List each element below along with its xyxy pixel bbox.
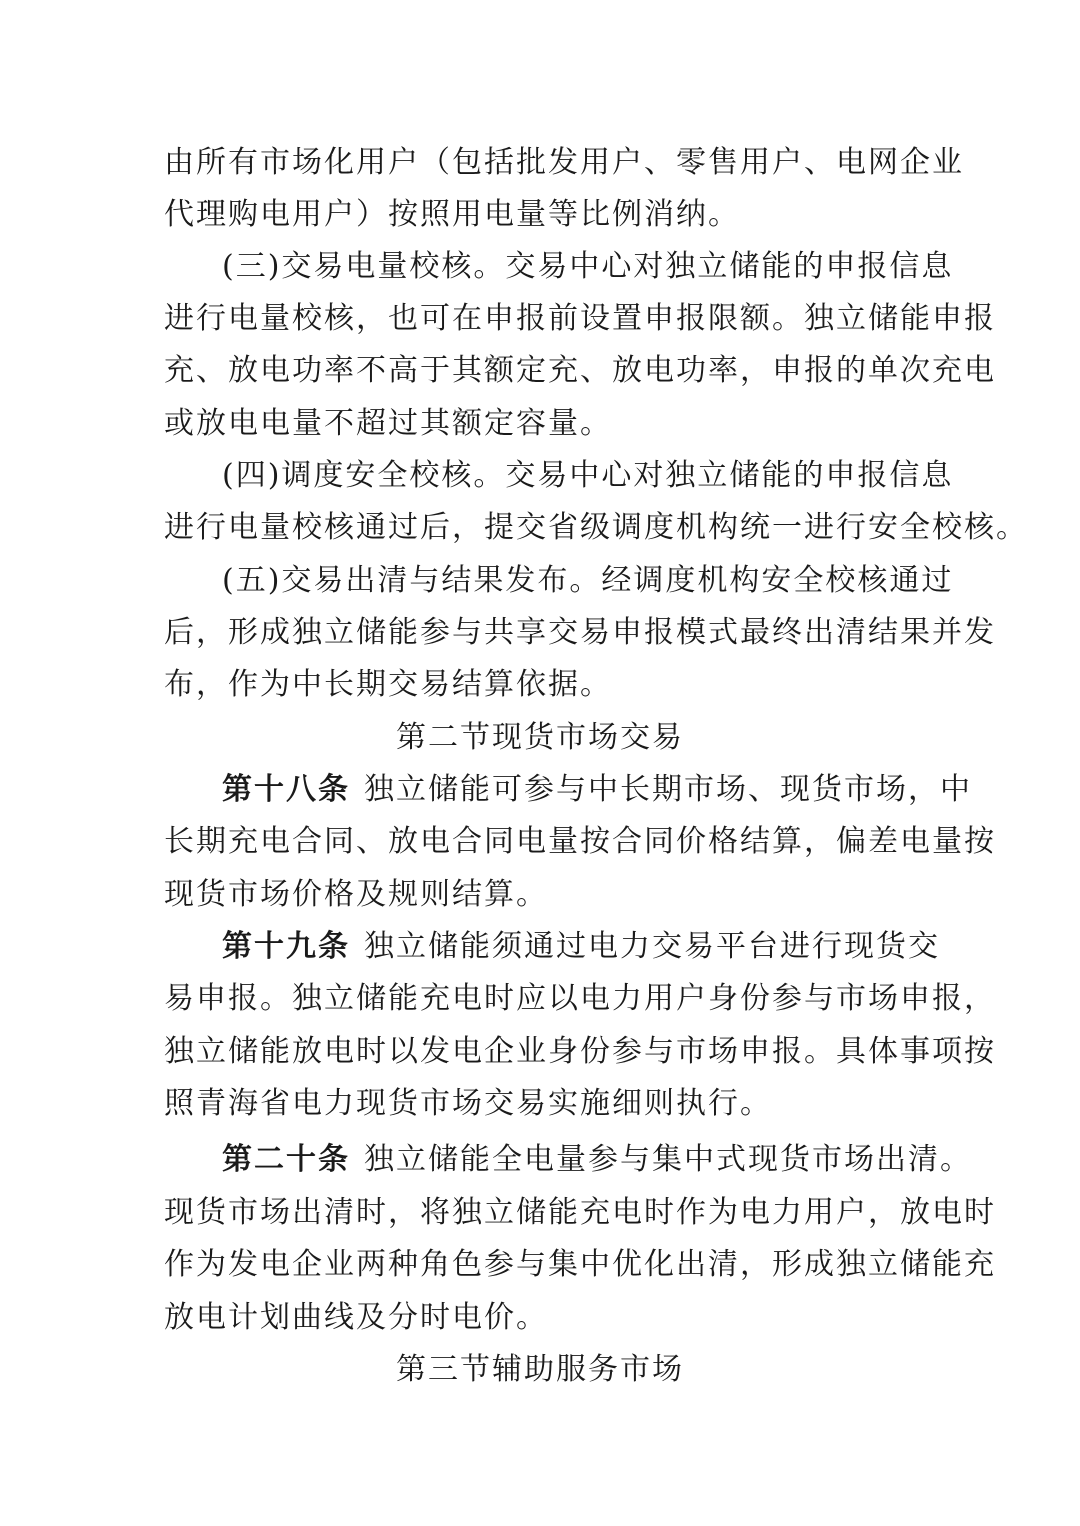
article-label: 第二十条 [222, 1142, 350, 1177]
paragraph-line: 进行电量校核，也可在申报前设置申报限额。独立储能申报 [164, 301, 996, 336]
article-18-line [222, 770, 972, 810]
paragraph-line: 布，作为中长期交易结算依据。 [164, 667, 612, 702]
paragraph-line: 由所有市场化用户（包括批发用户、零售用户、电网企业 [164, 145, 964, 180]
paragraph-line: 或放电电量不超过其额定容量。 [164, 406, 612, 441]
article-text: 独立储能可参与中长期市场、现货市场，中 [364, 772, 972, 807]
article-text: 独立储能须通过电力交易平台进行现货交 [364, 929, 940, 964]
section-heading: 第二节现货市场交易 [396, 720, 684, 755]
paragraph-line: 进行电量校核通过后，提交省级调度机构统一进行安全校核。 [164, 510, 1028, 545]
paragraph-line: 后，形成独立储能参与共享交易申报模式最终出清结果并发 [164, 615, 996, 650]
paragraph-line: 充、放电功率不高于其额定充、放电功率，申报的单次充电 [164, 353, 996, 388]
article-label: 第十九条 [222, 929, 350, 964]
paragraph-line: 照青海省电力现货市场交易实施细则执行。 [164, 1086, 772, 1121]
article-20-line [222, 1140, 972, 1180]
paragraph-line: 作为发电企业两种角色参与集中优化出清，形成独立储能充 [164, 1247, 996, 1282]
paragraph-line: 放电计划曲线及分时电价。 [164, 1300, 548, 1335]
section-heading: 第三节辅助服务市场 [396, 1352, 684, 1387]
paragraph-line: (四)调度安全校核。交易中心对独立储能的申报信息 [222, 458, 954, 493]
paragraph-line: 现货市场价格及规则结算。 [164, 877, 548, 912]
paragraph-line: 现货市场出清时，将独立储能充电时作为电力用户，放电时 [164, 1195, 996, 1230]
article-text: 独立储能全电量参与集中式现货市场出清。 [364, 1142, 972, 1177]
paragraph-line: 易申报。独立储能充电时应以电力用户身份参与市场申报， [164, 981, 996, 1016]
paragraph-line: (五)交易出清与结果发布。经调度机构安全校核通过 [222, 563, 954, 598]
paragraph-line: 长期充电合同、放电合同电量按合同价格结算，偏差电量按 [164, 824, 996, 859]
article-19-line [222, 927, 940, 967]
paragraph-line: 代理购电用户）按照用电量等比例消纳。 [164, 197, 740, 232]
paragraph-line: (三)交易电量校核。交易中心对独立储能的申报信息 [222, 249, 954, 284]
article-label: 第十八条 [222, 772, 350, 807]
paragraph-line: 独立储能放电时以发电企业身份参与市场申报。具体事项按 [164, 1034, 996, 1069]
